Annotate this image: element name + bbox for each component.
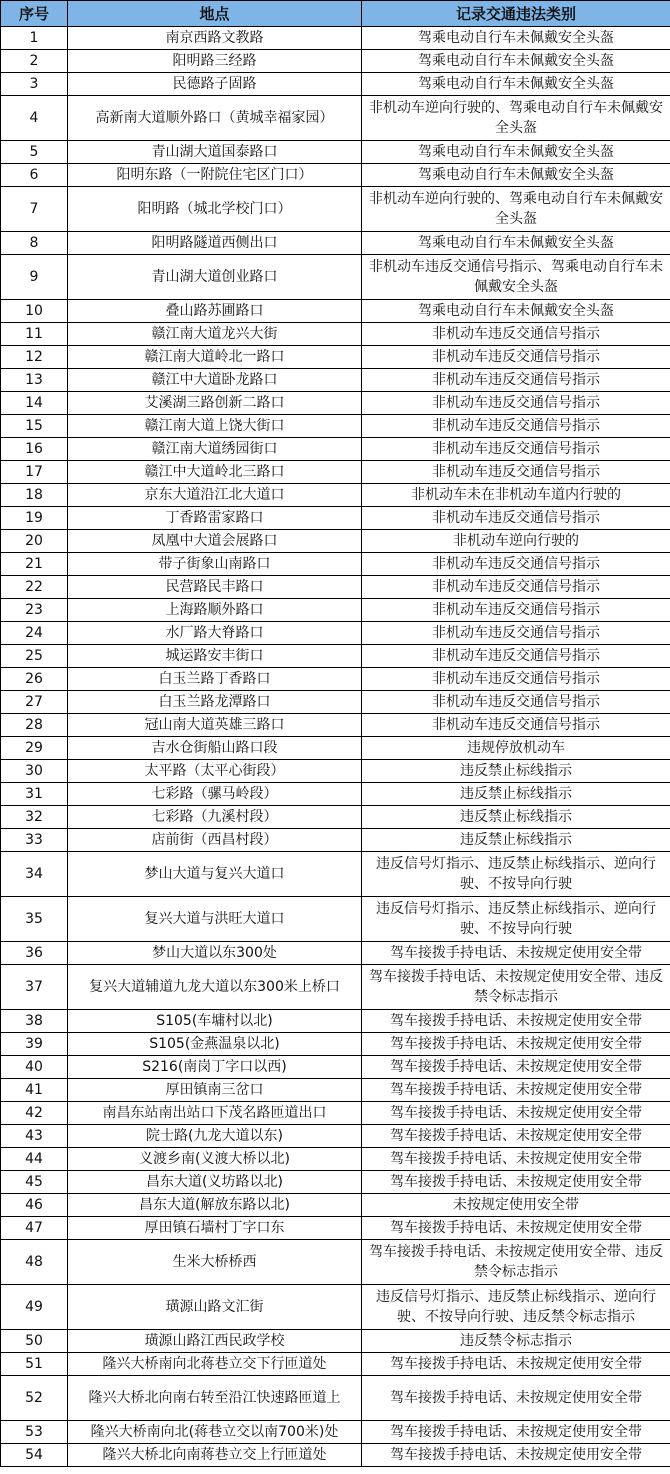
row-location: 院士路(九龙大道以东) <box>68 1125 362 1148</box>
row-number: 24 <box>1 622 68 645</box>
table-row <box>1 942 670 965</box>
row-location: 赣江南大道岭北一路口 <box>68 346 362 369</box>
row-violation: 未按规定使用安全带 <box>362 1194 670 1217</box>
row-violation: 驾车接拨手持电话、未按规定使用安全带 <box>362 1033 670 1056</box>
table-row <box>1 415 670 438</box>
row-location: 阳明东路（一附院住宅区门口） <box>68 164 362 187</box>
row-location: 隆兴大桥南向北蒋巷立交下行匝道处 <box>68 1353 362 1376</box>
row-number: 26 <box>1 668 68 691</box>
row-location: 梦山大道以东300处 <box>68 942 362 965</box>
table-row <box>1 622 670 645</box>
row-number: 37 <box>1 965 68 1010</box>
row-location: 水厂路大脊路口 <box>68 622 362 645</box>
row-violation: 非机动车违反交通信号指示 <box>362 622 670 645</box>
row-location: 璜源山路江西民政学校 <box>68 1330 362 1353</box>
row-location: 城运路安丰街口 <box>68 645 362 668</box>
table-row <box>1 461 670 484</box>
row-number: 35 <box>1 897 68 942</box>
row-location: 赣江南大道上饶大街口 <box>68 415 362 438</box>
row-number: 29 <box>1 737 68 760</box>
row-location: 带子街象山南路口 <box>68 553 362 576</box>
row-location: 吉水仓街船山路口段 <box>68 737 362 760</box>
row-violation: 非机动车逆向行驶的、驾乘电动自行车未佩戴安全头盔 <box>362 96 670 141</box>
row-location: 阳明路隧道西侧出口 <box>68 232 362 255</box>
row-location: 青山湖大道创业路口 <box>68 255 362 300</box>
row-location: 南昌东站南出站口下茂名路匝道出口 <box>68 1102 362 1125</box>
row-number: 48 <box>1 1240 68 1285</box>
row-location: 白玉兰路丁香路口 <box>68 668 362 691</box>
table-row <box>1 1217 670 1240</box>
table-row <box>1 323 670 346</box>
row-violation: 驾车接拨手持电话、未按规定使用安全带 <box>362 1056 670 1079</box>
table-row <box>1 1444 670 1467</box>
row-number: 9 <box>1 255 68 300</box>
table-row <box>1 965 670 1010</box>
table-row <box>1 507 670 530</box>
row-number: 21 <box>1 553 68 576</box>
row-violation: 驾乘电动自行车未佩戴安全头盔 <box>362 27 670 50</box>
row-violation: 非机动车违反交通信号指示 <box>362 346 670 369</box>
row-violation: 驾车接拨手持电话、未按规定使用安全带 <box>362 1217 670 1240</box>
row-number: 39 <box>1 1033 68 1056</box>
row-violation: 驾乘电动自行车未佩戴安全头盔 <box>362 164 670 187</box>
table-row <box>1 1421 670 1444</box>
row-violation: 非机动车违反交通信号指示 <box>362 553 670 576</box>
row-violation: 驾车接拨手持电话、未按规定使用安全带 <box>362 1353 670 1376</box>
table-row <box>1 346 670 369</box>
row-violation: 非机动车违反交通信号指示 <box>362 691 670 714</box>
row-number: 50 <box>1 1330 68 1353</box>
row-number: 45 <box>1 1171 68 1194</box>
row-violation: 驾车接拨手持电话、未按规定使用安全带、违反禁令标志指示 <box>362 1240 670 1285</box>
row-violation: 驾车接拨手持电话、未按规定使用安全带 <box>362 1010 670 1033</box>
table-row <box>1 1240 670 1285</box>
row-violation: 驾车接拨手持电话、未按规定使用安全带 <box>362 1125 670 1148</box>
row-number: 34 <box>1 852 68 897</box>
row-violation: 非机动车违反交通信号指示 <box>362 668 670 691</box>
row-number: 22 <box>1 576 68 599</box>
row-location: 厚田镇南三岔口 <box>68 1079 362 1102</box>
table-row <box>1 1171 670 1194</box>
row-location: 店前街（西昌村段） <box>68 829 362 852</box>
row-violation: 非机动车违反交通信号指示 <box>362 645 670 668</box>
row-location: 昌东大道(解放东路以北) <box>68 1194 362 1217</box>
row-location: 隆兴大桥北向南右转至沿江快速路匝道上 <box>68 1376 362 1421</box>
row-location: 昌东大道(义坊路以北) <box>68 1171 362 1194</box>
table-row <box>1 1102 670 1125</box>
row-location: 艾溪湖三路创新二路口 <box>68 392 362 415</box>
row-violation: 非机动车违反交通信号指示 <box>362 323 670 346</box>
row-violation: 非机动车违反交通信号指示 <box>362 392 670 415</box>
row-number: 41 <box>1 1079 68 1102</box>
table-row <box>1 1285 670 1330</box>
row-location: 京东大道沿江北大道口 <box>68 484 362 507</box>
row-number: 51 <box>1 1353 68 1376</box>
row-number: 47 <box>1 1217 68 1240</box>
row-number: 10 <box>1 300 68 323</box>
row-violation: 违反禁止标线指示 <box>362 806 670 829</box>
table-row <box>1 232 670 255</box>
row-location: 复兴大道辅道九龙大道以东300米上桥口 <box>68 965 362 1010</box>
row-number: 17 <box>1 461 68 484</box>
table-row <box>1 484 670 507</box>
row-number: 46 <box>1 1194 68 1217</box>
row-number: 6 <box>1 164 68 187</box>
row-number: 40 <box>1 1056 68 1079</box>
row-violation: 驾乘电动自行车未佩戴安全头盔 <box>362 73 670 96</box>
row-violation: 驾车接拨手持电话、未按规定使用安全带 <box>362 942 670 965</box>
row-location: 南京西路文教路 <box>68 27 362 50</box>
row-location: 赣江南大道绣园街口 <box>68 438 362 461</box>
row-violation: 驾车接拨手持电话、未按规定使用安全带 <box>362 1102 670 1125</box>
table-row <box>1 73 670 96</box>
row-violation: 驾乘电动自行车未佩戴安全头盔 <box>362 141 670 164</box>
row-violation: 非机动车逆向行驶的、驾乘电动自行车未佩戴安全头盔 <box>362 187 670 232</box>
row-number: 27 <box>1 691 68 714</box>
row-location: 赣江南大道龙兴大街 <box>68 323 362 346</box>
row-number: 2 <box>1 50 68 73</box>
table-row <box>1 1330 670 1353</box>
table-row <box>1 96 670 141</box>
table-row <box>1 668 670 691</box>
row-location: 璜源山路文汇街 <box>68 1285 362 1330</box>
table-row <box>1 852 670 897</box>
table-row <box>1 1079 670 1102</box>
table-row <box>1 50 670 73</box>
row-location: 复兴大道与洪旺大道口 <box>68 897 362 942</box>
row-violation: 驾车接拨手持电话、未按规定使用安全带 <box>362 1421 670 1444</box>
table-row <box>1 1033 670 1056</box>
row-violation: 非机动车违反交通信号指示 <box>362 576 670 599</box>
row-location: 白玉兰路龙潭路口 <box>68 691 362 714</box>
row-location: 厚田镇石墙村丁字口东 <box>68 1217 362 1240</box>
row-number: 18 <box>1 484 68 507</box>
table-row <box>1 1010 670 1033</box>
table-row <box>1 255 670 300</box>
row-location: S216(南岗丁字口以西) <box>68 1056 362 1079</box>
row-location: 七彩路（骡马岭段） <box>68 783 362 806</box>
row-location: 高新南大道顺外路口（黄城幸福家园） <box>68 96 362 141</box>
row-number: 38 <box>1 1010 68 1033</box>
row-number: 32 <box>1 806 68 829</box>
row-number: 53 <box>1 1421 68 1444</box>
row-violation: 非机动车逆向行驶的 <box>362 530 670 553</box>
row-violation: 非机动车违反交通信号指示 <box>362 714 670 737</box>
row-violation: 驾车接拨手持电话、未按规定使用安全带 <box>362 1079 670 1102</box>
table-row <box>1 1376 670 1421</box>
table-row <box>1 530 670 553</box>
row-violation: 非机动车违反交通信号指示、驾乘电动自行车未佩戴安全头盔 <box>362 255 670 300</box>
row-violation: 非机动车违反交通信号指示 <box>362 461 670 484</box>
table-row <box>1 783 670 806</box>
row-violation: 违反禁止标线指示 <box>362 829 670 852</box>
row-violation: 驾车接拨手持电话、未按规定使用安全带、违反禁令标志指示 <box>362 965 670 1010</box>
table-row <box>1 438 670 461</box>
row-violation: 驾车接拨手持电话、未按规定使用安全带 <box>362 1444 670 1467</box>
row-number: 8 <box>1 232 68 255</box>
table-row <box>1 829 670 852</box>
row-number: 3 <box>1 73 68 96</box>
row-violation: 驾乘电动自行车未佩戴安全头盔 <box>362 50 670 73</box>
row-violation: 驾车接拨手持电话、未按规定使用安全带 <box>362 1171 670 1194</box>
table-row <box>1 576 670 599</box>
row-location: 凤凰中大道会展路口 <box>68 530 362 553</box>
table-row <box>1 645 670 668</box>
row-location: 隆兴大桥北向南蒋巷立交上行匝道处 <box>68 1444 362 1467</box>
row-violation: 违反禁令标志指示 <box>362 1330 670 1353</box>
row-violation: 驾乘电动自行车未佩戴安全头盔 <box>362 232 670 255</box>
header-row <box>1 1 670 27</box>
row-violation: 违反禁止标线指示 <box>362 760 670 783</box>
row-location: 生米大桥桥西 <box>68 1240 362 1285</box>
row-violation: 违反信号灯指示、违反禁止标线指示、逆向行驶、不按导向行驶 <box>362 852 670 897</box>
row-number: 54 <box>1 1444 68 1467</box>
header-location: 地点 <box>68 1 362 27</box>
table-row <box>1 806 670 829</box>
row-location: 阳明路（城北学校门口） <box>68 187 362 232</box>
row-number: 15 <box>1 415 68 438</box>
table-row <box>1 760 670 783</box>
header-violation-type: 记录交通违法类别 <box>362 1 670 27</box>
row-violation: 违反禁止标线指示 <box>362 783 670 806</box>
header-number: 序号 <box>1 1 68 27</box>
table-row <box>1 1148 670 1171</box>
table-row <box>1 553 670 576</box>
row-number: 20 <box>1 530 68 553</box>
row-number: 25 <box>1 645 68 668</box>
row-number: 30 <box>1 760 68 783</box>
row-number: 44 <box>1 1148 68 1171</box>
row-number: 23 <box>1 599 68 622</box>
row-number: 19 <box>1 507 68 530</box>
row-violation: 驾车接拨手持电话、未按规定使用安全带 <box>362 1148 670 1171</box>
row-location: 赣江中大道岭北三路口 <box>68 461 362 484</box>
table-row <box>1 714 670 737</box>
table-row <box>1 1194 670 1217</box>
table-row <box>1 1125 670 1148</box>
row-number: 11 <box>1 323 68 346</box>
row-number: 4 <box>1 96 68 141</box>
row-location: 青山湖大道国泰路口 <box>68 141 362 164</box>
table-row <box>1 691 670 714</box>
table-body <box>1 27 670 1467</box>
row-location: 七彩路（九溪村段） <box>68 806 362 829</box>
row-location: 赣江中大道卧龙路口 <box>68 369 362 392</box>
table-row <box>1 737 670 760</box>
table-row <box>1 187 670 232</box>
row-location: 太平路（太平心街段） <box>68 760 362 783</box>
row-number: 36 <box>1 942 68 965</box>
row-location: 叠山路苏圃路口 <box>68 300 362 323</box>
row-violation: 驾车接拨手持电话、未按规定使用安全带 <box>362 1376 670 1421</box>
row-location: 民德路子固路 <box>68 73 362 96</box>
table-row <box>1 141 670 164</box>
row-location: 丁香路雷家路口 <box>68 507 362 530</box>
table-row <box>1 897 670 942</box>
row-violation: 违反信号灯指示、违反禁止标线指示、逆向行驶、不按导向行驶 <box>362 897 670 942</box>
row-violation: 违反信号灯指示、违反禁止标线指示、逆向行驶、不按导向行驶、违反禁令标志指示 <box>362 1285 670 1330</box>
row-number: 43 <box>1 1125 68 1148</box>
row-violation: 非机动车违反交通信号指示 <box>362 415 670 438</box>
row-number: 1 <box>1 27 68 50</box>
row-violation: 非机动车违反交通信号指示 <box>362 599 670 622</box>
row-number: 42 <box>1 1102 68 1125</box>
row-violation: 非机动车违反交通信号指示 <box>362 369 670 392</box>
row-location: 冠山南大道英雄三路口 <box>68 714 362 737</box>
row-location: 上海路顺外路口 <box>68 599 362 622</box>
row-number: 13 <box>1 369 68 392</box>
row-violation: 驾乘电动自行车未佩戴安全头盔 <box>362 300 670 323</box>
row-violation: 非机动车未在非机动车道内行驶的 <box>362 484 670 507</box>
row-number: 7 <box>1 187 68 232</box>
row-violation: 违规停放机动车 <box>362 737 670 760</box>
row-number: 12 <box>1 346 68 369</box>
row-violation: 非机动车违反交通信号指示 <box>362 507 670 530</box>
row-location: S105(金燕温泉以北) <box>68 1033 362 1056</box>
row-number: 14 <box>1 392 68 415</box>
row-number: 33 <box>1 829 68 852</box>
table-row <box>1 369 670 392</box>
row-number: 52 <box>1 1376 68 1421</box>
table-row <box>1 27 670 50</box>
row-location: 阳明路三经路 <box>68 50 362 73</box>
row-violation: 非机动车违反交通信号指示 <box>362 438 670 461</box>
row-location: 义渡乡南(义渡大桥以北) <box>68 1148 362 1171</box>
table-row <box>1 1056 670 1079</box>
row-location: 隆兴大桥南向北(蒋巷立交以南700米)处 <box>68 1421 362 1444</box>
row-number: 31 <box>1 783 68 806</box>
row-location: 民营路民丰路口 <box>68 576 362 599</box>
row-number: 16 <box>1 438 68 461</box>
row-location: 梦山大道与复兴大道口 <box>68 852 362 897</box>
row-number: 28 <box>1 714 68 737</box>
table-row <box>1 164 670 187</box>
row-location: S105(车墉村以北) <box>68 1010 362 1033</box>
table-row <box>1 392 670 415</box>
table-row <box>1 599 670 622</box>
table-row <box>1 1353 670 1376</box>
row-number: 49 <box>1 1285 68 1330</box>
table-row <box>1 300 670 323</box>
row-number: 5 <box>1 141 68 164</box>
